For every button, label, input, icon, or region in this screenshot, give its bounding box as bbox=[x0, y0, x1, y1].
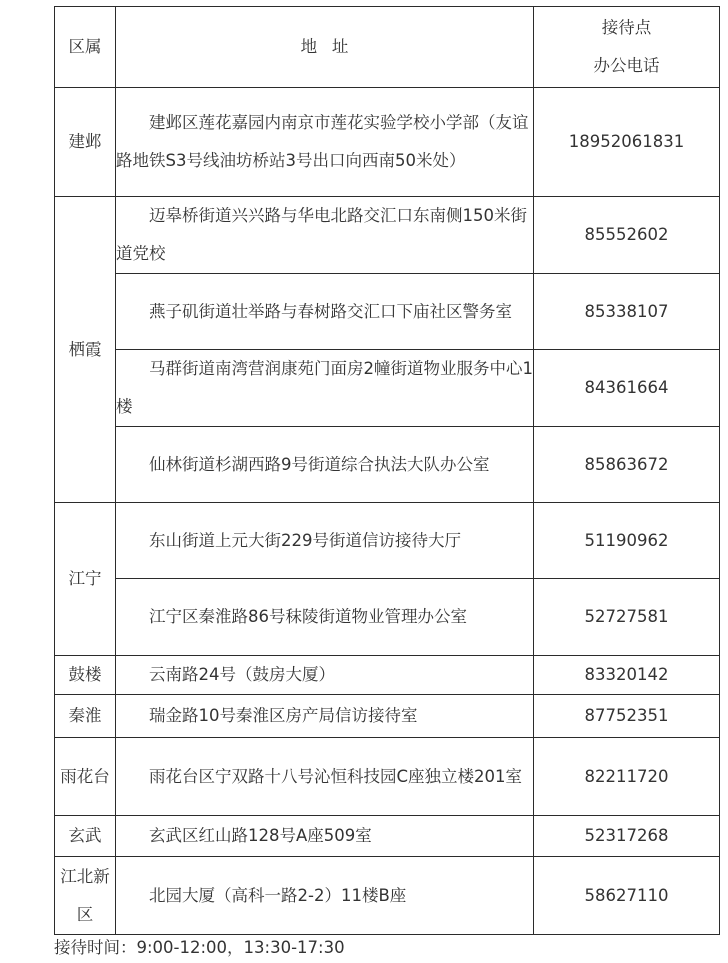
address-cell: 迈皋桥街道兴兴路与华电北路交汇口东南侧150米街道党校 bbox=[116, 197, 534, 274]
address-cell: 玄武区红山路128号A座509室 bbox=[116, 816, 534, 857]
phone-cell: 83320142 bbox=[534, 656, 720, 695]
address-cell: 东山街道上元大街229号街道信访接待大厅 bbox=[116, 503, 534, 579]
table-row bbox=[55, 857, 720, 935]
phone-cell: 82211720 bbox=[534, 738, 720, 816]
district-cell: 江北新区 bbox=[55, 857, 116, 935]
phone-cell: 58627110 bbox=[534, 857, 720, 935]
table-row bbox=[55, 656, 720, 695]
phone-cell: 84361664 bbox=[534, 350, 720, 427]
header-address bbox=[116, 7, 534, 88]
table-row bbox=[55, 88, 720, 197]
address-cell: 北园大厦（高科一路2-2）11楼B座 bbox=[116, 857, 534, 935]
table-row bbox=[55, 274, 720, 350]
table-row bbox=[55, 197, 720, 274]
address-cell: 雨花台区宁双路十八号沁恒科技园C座独立楼201室 bbox=[116, 738, 534, 816]
phone-cell: 87752351 bbox=[534, 695, 720, 738]
header-phone-line1: 接待点 bbox=[601, 18, 652, 37]
address-cell: 瑞金路10号秦淮区房产局信访接待室 bbox=[116, 695, 534, 738]
phone-cell: 85338107 bbox=[534, 274, 720, 350]
table-row bbox=[55, 503, 720, 579]
reception-hours-note: 接待时间：9:00-12:00，13:30-17:30 bbox=[54, 938, 345, 957]
address-cell: 燕子矶街道壮举路与春树路交汇口下庙社区警务室 bbox=[116, 274, 534, 350]
district-cell: 鼓楼 bbox=[55, 656, 116, 695]
address-cell: 江宁区秦淮路86号秣陵街道物业管理办公室 bbox=[116, 579, 534, 656]
table-row bbox=[55, 816, 720, 857]
district-cell: 玄武 bbox=[55, 816, 116, 857]
address-cell: 云南路24号（鼓房大厦） bbox=[116, 656, 534, 695]
table-row bbox=[55, 579, 720, 656]
phone-cell: 85863672 bbox=[534, 427, 720, 503]
address-cell: 仙林街道杉湖西路9号街道综合执法大队办公室 bbox=[116, 427, 534, 503]
phone-cell: 52317268 bbox=[534, 816, 720, 857]
district-cell: 秦淮 bbox=[55, 695, 116, 738]
district-cell: 雨花台 bbox=[55, 738, 116, 816]
reception-table bbox=[54, 6, 720, 935]
table-row bbox=[55, 738, 720, 816]
table-header-row bbox=[55, 7, 720, 88]
phone-cell: 51190962 bbox=[534, 503, 720, 579]
address-cell: 建邺区莲花嘉园内南京市莲花实验学校小学部（友谊路地铁S3号线油坊桥站3号出口向西南50米处） bbox=[116, 88, 534, 197]
table-row bbox=[55, 695, 720, 738]
district-cell: 建邺 bbox=[55, 88, 116, 197]
district-cell: 栖霞 bbox=[55, 197, 116, 503]
table-row bbox=[55, 350, 720, 427]
table-row bbox=[55, 427, 720, 503]
address-cell: 马群街道南湾营润康苑门面房2幢街道物业服务中心1楼 bbox=[116, 350, 534, 427]
header-district: 区属 bbox=[55, 7, 116, 88]
header-phone-line2: 办公电话 bbox=[593, 56, 660, 75]
district-cell: 江宁 bbox=[55, 503, 116, 656]
phone-cell: 18952061831 bbox=[534, 88, 720, 197]
phone-cell: 52727581 bbox=[534, 579, 720, 656]
phone-cell: 85552602 bbox=[534, 197, 720, 274]
header-address-label: 地址 bbox=[300, 37, 364, 56]
header-phone bbox=[534, 7, 720, 88]
